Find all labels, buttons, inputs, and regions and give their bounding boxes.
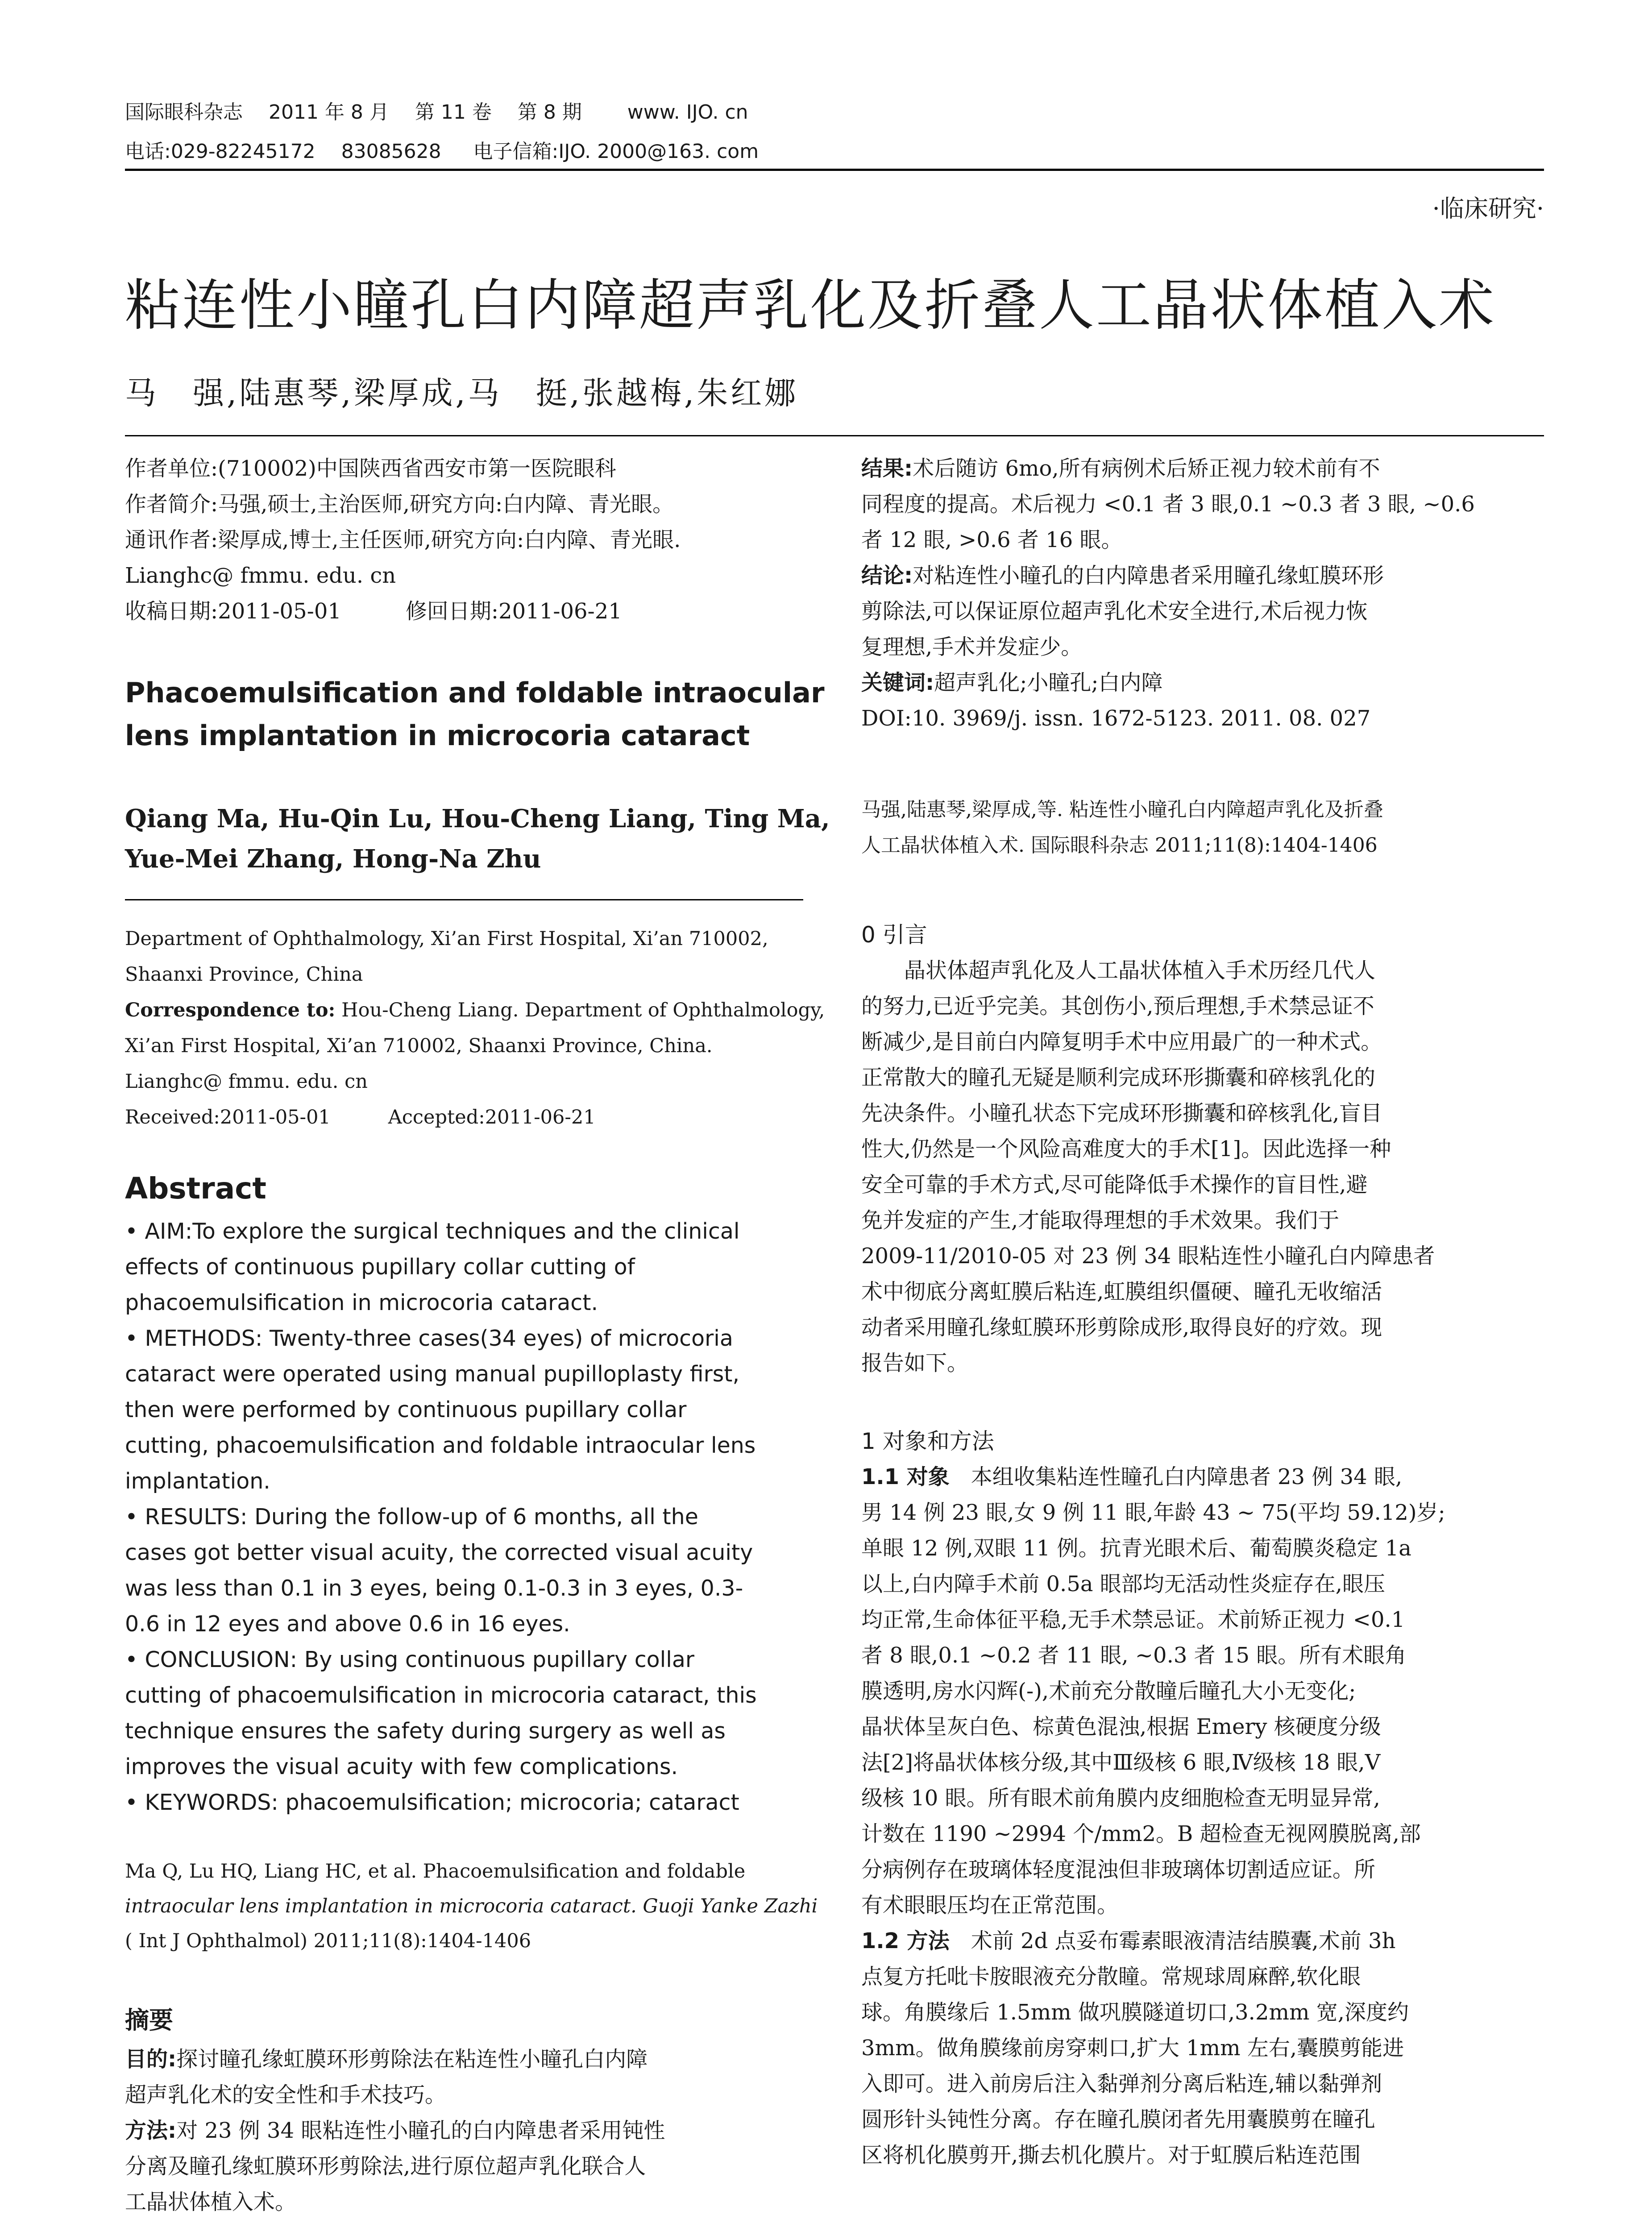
- correspondence-label: Correspondence to:: [125, 999, 336, 1021]
- keywords-text: 超声乳化;小瞳孔;白内障: [934, 670, 1163, 695]
- conclusion-line: 剪除法,可以保证原位超声乳化术安全进行,术后视力恢: [861, 599, 1368, 624]
- english-title: [125, 672, 825, 757]
- method-label: 方法:: [125, 2118, 177, 2143]
- correspondence-text: Hou-Cheng Liang. Department of Ophthalmology,: [341, 999, 825, 1021]
- abstract-line: • KEYWORDS: phacoemulsification; microcoria; cataract: [125, 1790, 739, 1815]
- conclusion-label: 结论:: [861, 563, 913, 588]
- citation-text: Ma Q, Lu HQ, Liang HC, et al. Phacoemulsification and foldable: [125, 1860, 746, 1883]
- intro-line: 断减少,是目前白内障复明手术中应用最广的一种术式。: [861, 1029, 1382, 1054]
- procedure-line: 区将机化膜剪开,撕去机化膜片。对于虹膜后粘连范围: [861, 2143, 1361, 2168]
- received-accepted-line: Received:2011-05-01 Accepted:2011-06-21: [125, 1106, 596, 1128]
- subjects-text: 本组收集粘连性瞳孔白内障患者 23 例 34 眼,: [949, 1464, 1403, 1489]
- procedure-line: 球。角膜缘后 1.5mm 做巩膜隧道切口,3.2mm 宽,深度约: [861, 2000, 1409, 2025]
- english-citation-line: intraocular lens implantation in microcoria cataract. Guoji Yanke Zazhi: [125, 1895, 818, 1917]
- intro-line: 安全可靠的手术方式,尽可能降低手术操作的盲目性,避: [861, 1172, 1368, 1197]
- english-affiliation-line: Lianghc@ fmmu. edu. cn: [125, 1070, 368, 1093]
- chinese-citation-line: 马强,陆惠琴,梁厚成,等. 粘连性小瞳孔白内障超声乳化及折叠: [861, 798, 1383, 821]
- result-text: 术后随访 6mo,所有病例术后矫正视力较术前有不: [913, 456, 1380, 481]
- subjects-line: 膜透明,房水闪辉(-),术前充分散瞳后瞳孔大小无变化;: [861, 1679, 1356, 1704]
- chinese-abstract-heading: 摘要: [125, 2006, 173, 2034]
- english-citation-line: [125, 1854, 803, 1889]
- keywords-line: [861, 665, 1544, 701]
- abstract-line: • AIM:To explore the surgical techniques and the clinical: [125, 1219, 740, 1244]
- procedure-line: 点复方托吡卡胺眼液充分散瞳。常规球周麻醉,软化眼: [861, 1964, 1361, 1989]
- section-label: ·临床研究·: [1432, 195, 1544, 223]
- conclusion-text: 对粘连性小瞳孔的白内障患者采用瞳孔缘虹膜环形: [913, 563, 1384, 588]
- methods-heading: 1 对象和方法: [861, 1428, 994, 1454]
- conclusion-line: [861, 558, 1544, 593]
- header-rule: [125, 169, 1544, 171]
- abstract-line: 0.6 in 12 eyes and above 0.6 in 16 eyes.: [125, 1611, 570, 1637]
- author-list: 马 强,陆惠琴,梁厚成,马 挺,张越梅,朱红娜: [125, 375, 799, 411]
- abstract-line: was less than 0.1 in 3 eyes, being 0.1-0.3 in 3 eyes, 0.3-: [125, 1576, 743, 1601]
- chinese-citation-line: 人工晶状体植入术. 国际眼科杂志 2011;11(8):1404-1406: [861, 834, 1378, 857]
- abstract-line: cataract were operated using manual pupilloplasty first,: [125, 1361, 740, 1387]
- affiliation-line: 收稿日期:2011-05-01 修回日期:2011-06-21: [125, 599, 622, 624]
- procedure-line: [861, 1923, 1544, 1959]
- abstract-line: implantation.: [125, 1468, 270, 1494]
- abstract-line: then were performed by continuous pupillary collar: [125, 1397, 687, 1422]
- subjects-line: 有术眼眼压均在正常范围。: [861, 1893, 1119, 1918]
- result-line: 者 12 眼, >0.6 者 16 眼。: [861, 527, 1123, 552]
- method-line: 工晶状体植入术。: [125, 2190, 297, 2214]
- aim-line: 超声乳化术的安全性和手术技巧。: [125, 2082, 447, 2107]
- contact-header-line: 电话:029-82245172 83085628 电子信箱:IJO. 2000@163. com: [125, 140, 759, 163]
- subjects-line: 以上,白内障手术前 0.5a 眼部均无活动性炎症存在,眼压: [861, 1572, 1385, 1597]
- abstract-heading: Abstract: [125, 1171, 266, 1206]
- english-author-line: Qiang Ma, Hu-Qin Lu, Hou-Cheng Liang, Ting Ma,: [125, 804, 830, 834]
- subjects-line: 者 8 眼,0.1 ~0.2 者 11 眼, ~0.3 者 15 眼。所有术眼角: [861, 1643, 1407, 1668]
- subjects-line: 级核 10 眼。所有眼术前角膜内皮细胞检查无明显异常,: [861, 1786, 1380, 1811]
- english-authors-rule: [125, 899, 803, 900]
- procedure-line: 入即可。进入前房后注入黏弹剂分离后粘连,辅以黏弹剂: [861, 2071, 1382, 2096]
- intro-line: 晶状体超声乳化及人工晶状体植入手术历经几代人: [861, 958, 1376, 983]
- result-line: [861, 451, 1544, 486]
- english-citation-line: ( Int J Ophthalmol) 2011;11(8):1404-1406: [125, 1930, 531, 1952]
- method-line: [125, 2113, 803, 2148]
- abstract-line: technique ensures the safety during surgery as well as: [125, 1718, 726, 1744]
- result-line: 同程度的提高。术后视力 <0.1 者 3 眼,0.1 ~0.3 者 3 眼, ~0.6: [861, 492, 1475, 517]
- intro-heading: 0 引言: [861, 922, 927, 948]
- subjects-line: 单眼 12 例,双眼 11 例。抗青光眼术后、葡萄膜炎稳定 1a: [861, 1536, 1411, 1561]
- english-affiliation-line: Shaanxi Province, China: [125, 963, 363, 986]
- affiliation-line: 作者单位:(710002)中国陕西省西安市第一医院眼科: [125, 456, 616, 481]
- subjects-line: 计数在 1190 ~2994 个/mm2。B 超检查无视网膜脱离,部: [861, 1821, 1421, 1846]
- conclusion-line: 复理想,手术并发症少。: [861, 634, 1083, 659]
- intro-line: 术中彻底分离虹膜后粘连,虹膜组织僵硬、瞳孔无收缩活: [861, 1279, 1382, 1304]
- keywords-label: 关键词:: [861, 670, 934, 695]
- abstract-line: effects of continuous pupillary collar cutting of: [125, 1254, 635, 1280]
- aim-label: 目的:: [125, 2047, 177, 2072]
- affiliation-line: 通讯作者:梁厚成,博士,主任医师,研究方向:白内障、青光眼.: [125, 527, 681, 552]
- page-title: 粘连性小瞳孔白内障超声乳化及折叠人工晶状体植入术: [125, 274, 1496, 338]
- abstract-line: improves the visual acuity with few complications.: [125, 1754, 678, 1779]
- english-title-line: Phacoemulsification and foldable intraocular: [125, 676, 825, 709]
- subjects-line: 均正常,生命体征平稳,无手术禁忌证。术前矫正视力 <0.1: [861, 1607, 1405, 1632]
- intro-line: 正常散大的瞳孔无疑是顺利完成环形撕囊和碎核乳化的: [861, 1065, 1376, 1090]
- subjects-line: 晶状体呈灰白色、棕黄色混浊,根据 Emery 核硬度分级: [861, 1714, 1381, 1739]
- abstract-line: cutting of phacoemulsification in microcoria cataract, this: [125, 1683, 757, 1708]
- subjects-line: 分病例存在玻璃体轻度混浊但非玻璃体切割适应证。所: [861, 1857, 1376, 1882]
- correspondence-line: [125, 993, 825, 1028]
- intro-line: 免并发症的产生,才能取得理想的手术效果。我们于: [861, 1208, 1340, 1233]
- affiliation-line: 作者简介:马强,硕士,主治医师,研究方向:白内障、青光眼。: [125, 492, 674, 517]
- intro-line: 动者采用瞳孔缘虹膜环形剪除成形,取得良好的疗效。现: [861, 1315, 1382, 1340]
- procedure-line: 圆形针头钝性分离。存在瞳孔膜闭者先用囊膜剪在瞳孔: [861, 2107, 1376, 2132]
- abstract-line: • CONCLUSION: By using continuous pupillary collar: [125, 1647, 695, 1672]
- english-title-line: lens implantation in microcoria cataract: [125, 719, 750, 752]
- title-rule: [125, 435, 1544, 436]
- intro-line: 先决条件。小瞳孔状态下完成环形撕囊和碎核乳化,盲目: [861, 1101, 1382, 1126]
- subjects-label: 1.1 对象: [861, 1464, 950, 1489]
- subjects-line: [861, 1459, 1544, 1495]
- english-authors: [125, 799, 830, 879]
- method-line: 分离及瞳孔缘虹膜环形剪除法,进行原位超声乳化联合人: [125, 2154, 646, 2179]
- english-affiliation-line: Xi’an First Hospital, Xi’an 710002, Shaanxi Province, China.: [125, 1035, 713, 1057]
- abstract-line: cases got better visual acuity, the corrected visual acuity: [125, 1540, 753, 1565]
- intro-line: 性大,仍然是一个风险高难度大的手术[1]。因此选择一种: [861, 1136, 1391, 1161]
- journal-header-line: 国际眼科杂志 2011 年 8 月 第 11 卷 第 8 期 www. IJO. cn: [125, 101, 748, 124]
- procedure-label: 1.2 方法: [861, 1928, 950, 1953]
- abstract-line: cutting, phacoemulsification and foldable intraocular lens: [125, 1433, 756, 1458]
- intro-line: 的努力,已近乎完美。其创伤小,预后理想,手术禁忌证不: [861, 994, 1374, 1019]
- abstract-line: phacoemulsification in microcoria cataract.: [125, 1290, 598, 1315]
- method-text: 对 23 例 34 眼粘连性小瞳孔的白内障患者采用钝性: [176, 2118, 665, 2143]
- english-author-line: Yue-Mei Zhang, Hong-Na Zhu: [125, 844, 541, 874]
- procedure-text: 术前 2d 点妥布霉素眼液清洁结膜囊,术前 3h: [949, 1928, 1396, 1953]
- procedure-line: 3mm。做角膜缘前房穿刺口,扩大 1mm 左右,囊膜剪能进: [861, 2036, 1404, 2061]
- subjects-line: 男 14 例 23 眼,女 9 例 11 眼,年龄 43 ~ 75(平均 59.12)岁;: [861, 1500, 1445, 1525]
- aim-text: 探讨瞳孔缘虹膜环形剪除法在粘连性小瞳孔白内障: [176, 2047, 648, 2072]
- result-label: 结果:: [861, 456, 913, 481]
- aim-line: [125, 2041, 803, 2077]
- intro-line: 报告如下。: [861, 1351, 969, 1376]
- intro-line: 2009-11/2010-05 对 23 例 34 眼粘连性小瞳孔白内障患者: [861, 1244, 1435, 1269]
- subjects-line: 法[2]将晶状体核分级,其中Ⅲ级核 6 眼,Ⅳ级核 18 眼,Ⅴ: [861, 1750, 1381, 1775]
- abstract-line: • METHODS: Twenty-three cases(34 eyes) of microcoria: [125, 1326, 733, 1351]
- abstract-line: • RESULTS: During the follow-up of 6 months, all the: [125, 1504, 698, 1530]
- affiliation-line: Lianghc@ fmmu. edu. cn: [125, 563, 396, 588]
- doi-line: DOI:10. 3969/j. issn. 1672-5123. 2011. 08. 027: [861, 706, 1371, 731]
- english-affiliation-line: Department of Ophthalmology, Xi’an First Hospital, Xi’an 710002,: [125, 928, 768, 950]
